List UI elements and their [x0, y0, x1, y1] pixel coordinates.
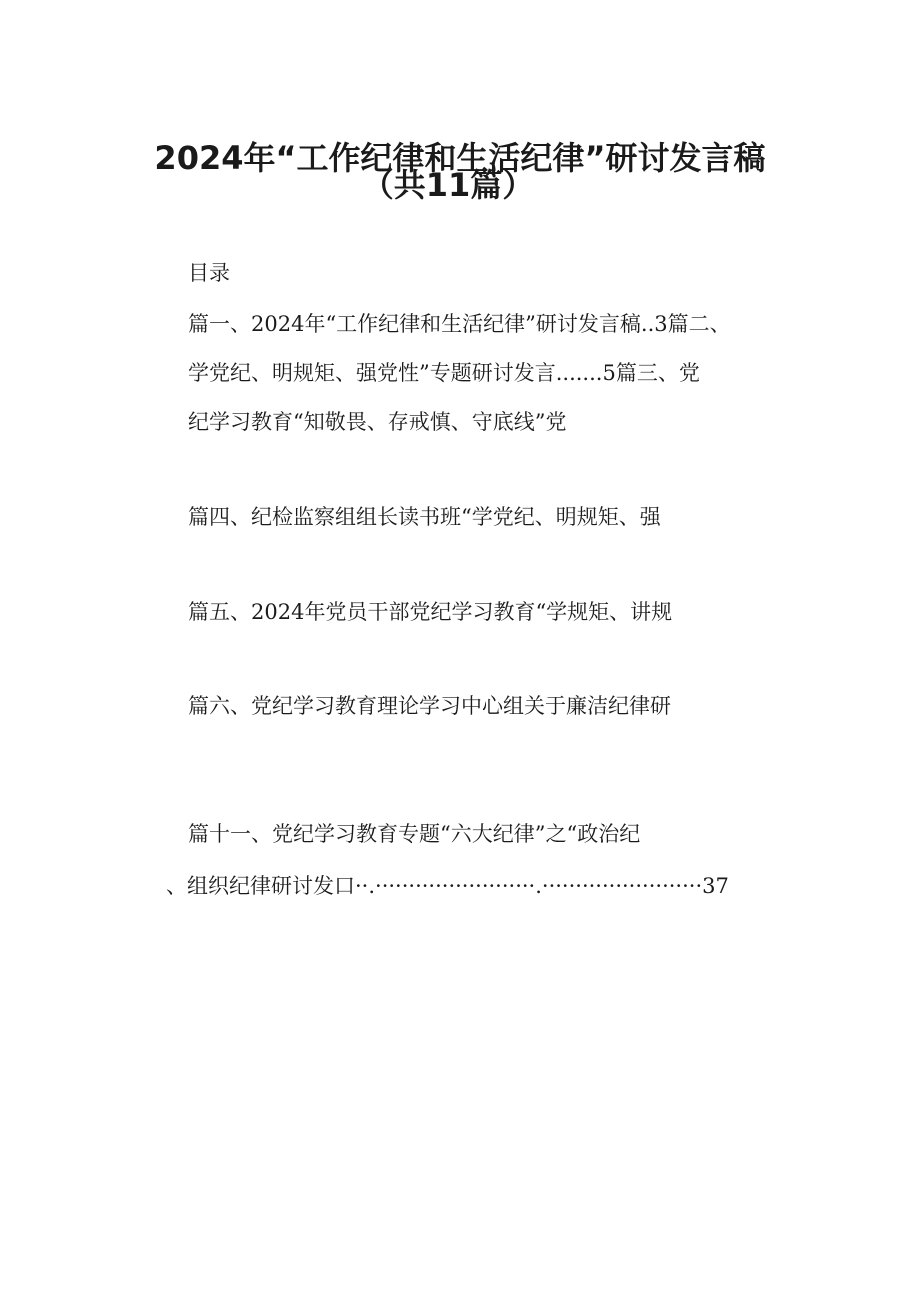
- toc-line: 篇五、2024年党员干部党纪学习教育“学规矩、讲规: [188, 600, 673, 624]
- document-subtitle: （共11篇）: [361, 166, 535, 204]
- toc-line: 篇六、党纪学习教育理论学习中心组关于廉洁纪律研: [188, 694, 671, 718]
- toc-heading: 目录: [188, 261, 230, 285]
- document-title: 2024年“工作纪律和生活纪律”研讨发言稿: [154, 139, 766, 177]
- toc-line: 篇十一、党纪学习教育专题“六大纪律”之“政治纪: [188, 822, 641, 846]
- toc-line: 、组织纪律研讨发口··.························.························37: [166, 874, 729, 898]
- toc-line: 篇四、纪检监察组组长读书班“学党纪、明规矩、强: [188, 505, 661, 529]
- toc-line: 学党纪、明规矩、强党性”专题研讨发言.......5篇三、党: [188, 361, 700, 385]
- toc-line: 纪学习教育“知敬畏、存戒慎、守底线”党: [188, 410, 567, 434]
- toc-line: 篇一、2024年“工作纪律和生活纪律”研讨发言稿..3篇二、: [188, 312, 731, 336]
